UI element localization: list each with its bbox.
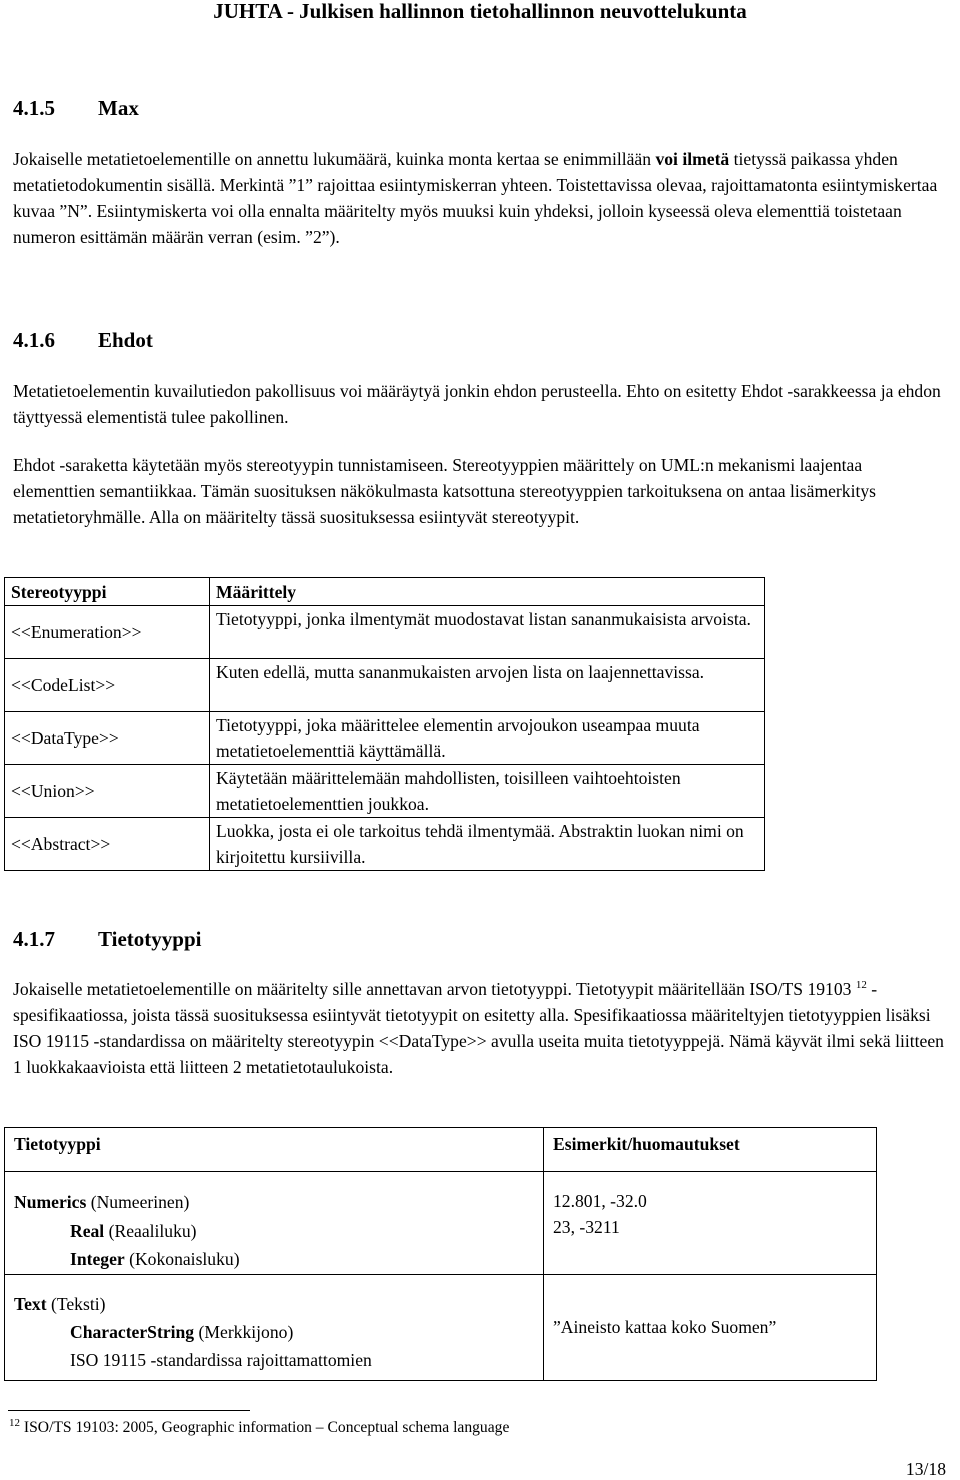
datatype-real: Real (Reaaliluku) [70,1220,197,1241]
table-row [5,659,765,712]
datatype-characterstring: CharacterString (Merkkijono) [70,1321,294,1342]
table-header-row [5,1128,877,1172]
section-number: 4.1.7 [13,927,55,951]
paragraph-ehdot-2: Ehdot -saraketta käytetään myös stereotyypin tunnistamiseen. Stereotyyppien määrittely on UML:n mekanismi laajentaa elementtien semantiikkaa. Tämän suosituksen näkökulmasta katsottuna stereotyyppien tarkoituksena on antaa lisämerkitys metatietoryhmälle. Alla on määritelty tässä suosituksessa esiintyvät stereotyypit. [13,455,877,527]
stereotype-definition: Käytetään määrittelemään mahdollisten, toisilleen vaihtoehtoisten metatietoelementtien joukkoa. [210,765,765,818]
stereotype-definition: Tietotyyppi, jonka ilmentymät muodostavat listan sananmukaisista arvoista. [210,606,765,659]
table-row [5,1274,877,1380]
stereotype-name: <<DataType>> [5,712,210,765]
datatype-numerics: Numerics (Numeerinen) [14,1192,190,1212]
footnote-ref: 12 [855,979,867,992]
section-title: Ehdot [98,328,153,352]
stereotype-name: <<CodeList>> [5,659,210,712]
example-cell: ”Aineisto kattaa koko Suomen” [544,1274,877,1380]
table-header-row [5,578,765,606]
table-row [5,606,765,659]
datatype-cell [5,1172,544,1275]
section-heading-tietotyyppi [13,927,201,951]
stereotype-definition: Kuten edellä, mutta sananmukaisten arvojen lista on laajennettavissa. [210,659,765,712]
section-title: Max [98,96,139,120]
paragraph-ehdot-1: Metatietoelementin kuvailutiedon pakollisuus voi määräytyä jonkin ehdon perusteella. Ehto on esitetty Ehdot -sarakkeessa ja ehdon täyttyessä elementistä tulee pakollinen. [13,381,941,427]
paragraph-max: Jokaiselle metatietoelementille on annettu lukumäärä, kuinka monta kertaa se enimmillään voi ilmetä tietyssä paikassa yhden metatietodokumentin sisällä. Merkintä ”1” rajoittaa esiintymiskerran yhteen. Toistettavissa olevaa, rajoittamatonta esiintymiskertaa kuvaa ”N”. Esiintymiskerta voi olla ennalta määritelty myös muuksi kuin yhdeksi, jolloin kyseessä oleva elementtiä toistetaan numeron esittämän määrän verran (esim. ”2”). [13,149,938,247]
stereotype-name: <<Abstract>> [5,818,210,871]
table-header-cell: Stereotyyppi [5,578,210,606]
section-heading-max [13,96,139,120]
table-row [5,1172,877,1275]
table-header-cell: Tietotyyppi [5,1128,544,1172]
section-title: Tietotyyppi [98,927,202,951]
table-header-cell: Esimerkit/huomautukset [544,1128,877,1172]
section-number: 4.1.6 [13,328,55,352]
table-row [5,765,765,818]
datatype-note: ISO 19115 -standardissa rajoittamattomien [70,1349,372,1370]
stereotype-table [4,577,765,871]
section-heading-ehdot [13,328,153,352]
page-number: 13/18 [905,1459,946,1479]
stereotype-name: <<Union>> [5,765,210,818]
example-integer: 23, -3211 [553,1217,620,1237]
table-row [5,712,765,765]
table-header-cell: Määrittely [210,578,765,606]
footnote-separator [8,1410,250,1411]
datatype-text: Text (Teksti) [14,1293,106,1314]
section-number: 4.1.5 [13,96,55,120]
datatype-integer: Integer (Kokonaisluku) [70,1249,240,1269]
datatype-cell [5,1274,544,1380]
example-numerics: 12.801, -32.0 [553,1191,647,1211]
table-row [5,818,765,871]
stereotype-definition: Luokka, josta ei ole tarkoitus tehdä ilmentymää. Abstraktin luokan nimi on kirjoitettu kursiivilla. [210,818,765,871]
footnote: $^{12}$ ISO/TS 19103: 2005, Geographic information – Conceptual schema language [9,1416,510,1436]
document-header: JUHTA - Julkisen hallinnon tietohallinnon neuvottelukunta [213,0,747,23]
datatype-table [4,1127,877,1381]
example-cell [544,1172,877,1275]
paragraph-tietotyyppi: Jokaiselle metatietoelementille on määritelty sille annettavan arvon tietotyyppi. Tietotyypit määritellään ISO/TS 19103 $^{12}$ -spesifikaatiossa, joista tässä suosituksessa esiintyvät tietotyypit on esitetty alla. Spesifikaatiossa määriteltyjen tietotyyppien lisäksi ISO 19115 -standardissa on määritelty stereotyypin <<DataType>> avulla useita muita tietotyyppejä. Nämä käyvät ilmi sekä liitteen 1 luokkakaavioista että liitteen 2 metatietotaulukoista. [13,979,944,1077]
footnote-number: 12 [9,1416,20,1429]
stereotype-definition: Tietotyyppi, joka määrittelee elementin arvojoukon useampaa muuta metatietoelementtiä käyttämällä. [210,712,765,765]
stereotype-name: <<Enumeration>> [5,606,210,659]
